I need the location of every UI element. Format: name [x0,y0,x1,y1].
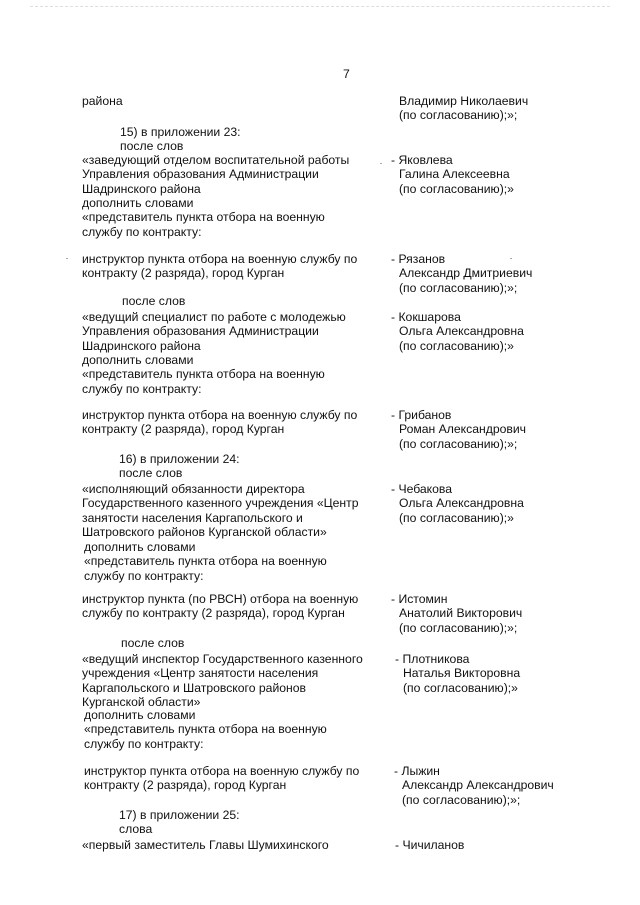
left-column-line: инструктор пункта отбора на военную службу по [84,764,360,778]
scan-speck [380,163,382,164]
right-column-line: Наталья Викторовна [403,666,521,680]
left-column-line: дополнить словами [84,708,196,722]
right-column-line: (по согласованию);»; [399,108,518,122]
right-column-line: (по согласованию);»; [402,793,521,807]
left-column-line: дополнить словами [82,196,194,210]
right-column-line: (по согласованию);» [403,681,518,695]
section-heading-line: после слов [122,294,186,308]
left-column-line: службу по контракту: [84,737,204,751]
left-column-line: занятости населения Каргапольского и [82,511,303,525]
right-column-line: (по согласованию);»; [399,281,518,295]
left-column-line: «исполняющий обязанности директора [82,482,305,496]
left-column-line: «представитель пункта отбора на военную [82,210,325,224]
left-column-line: контракту (2 разряда), город Курган [82,422,285,436]
left-column-line: контракту (2 разряда), город Курган [84,778,287,792]
left-column-line: дополнить словами [82,353,194,367]
right-column-line: - Грибанов [391,408,452,422]
scan-speck [510,258,512,259]
left-column-line: службу по контракту: [82,382,202,396]
right-column-line: Александр Александрович [402,778,554,792]
left-column-line: Управления образования Администрации [82,324,319,338]
right-column-line: Галина Алексеевна [399,167,510,181]
section-heading-line: после слов [120,139,184,153]
right-column-line: Анатолий Викторович [399,606,523,620]
right-column-line: (по согласованию);» [399,182,514,196]
right-column-line: (по согласованию);»; [399,621,518,635]
section-heading-line: слова [119,822,153,836]
left-column-line: учреждения «Центр занятости населения [82,666,319,680]
section-heading-line: 15) в приложении 23: [120,125,241,139]
left-column-line: службу по контракту (2 разряда), город Курган [82,606,345,620]
right-column-line: Владимир Николаевич [399,94,529,108]
right-column-line: - Чичиланов [395,838,465,852]
left-column-line: службу по контракту: [82,225,202,239]
right-column-line: - Чебакова [391,482,453,496]
scan-speck [66,258,68,259]
right-column-line: Ольга Александровна [399,496,524,510]
right-column-line: Александр Дмитриевич [399,266,533,280]
left-column-line: района [82,94,123,108]
right-column-line: - Лыжин [394,764,440,778]
left-column-line: Шадринского района [82,339,201,353]
section-heading-line: после слов [119,466,183,480]
right-column-line: (по согласованию);» [399,339,514,353]
left-column-line: Шатровского районов Курганской области» [82,525,327,539]
right-column-line: - Плотникова [395,652,470,666]
scan-header-noise [30,6,610,13]
left-column-line: Каргапольского и Шатровского районов [82,681,307,695]
left-column-line: «первый заместитель Главы Шумихинского [82,838,329,852]
left-column-line: Управления образования Администрации [82,167,319,181]
right-column-line: (по согласованию);» [399,511,514,525]
right-column-line: - Истомин [391,592,448,606]
left-column-line: Курганской области» [82,695,201,709]
left-column-line: «заведующий отделом воспитательной работы [82,153,350,167]
section-heading-line: 16) в приложении 24: [119,452,240,466]
right-column-line: (по согласованию);»; [399,437,518,451]
left-column-line: «представитель пункта отбора на военную [84,554,327,568]
left-column-line: инструктор пункта отбора на военную службу по [82,408,358,422]
left-column-line: «ведущий инспектор Государственного казенного [82,652,363,666]
right-column-line: Ольга Александровна [399,324,524,338]
section-heading-line: 17) в приложении 25: [119,808,240,822]
section-heading-line: после слов [121,636,185,650]
left-column-line: службу по контракту: [84,569,204,583]
left-column-line: «представитель пункта отбора на военную [82,367,325,381]
left-column-line: Государственного казенного учреждения «Центр [82,496,359,510]
right-column-line: - Рязанов [391,252,446,266]
left-column-line: инструктор пункта отбора на военную службу по [82,252,358,266]
left-column-line: контракту (2 разряда), город Курган [82,266,285,280]
left-column-line: инструктор пункта (по РВСН) отбора на военную [82,592,359,606]
left-column-line: «представитель пункта отбора на военную [84,722,327,736]
left-column-line: дополнить словами [84,540,196,554]
left-column-line: Шадринского района [82,182,201,196]
right-column-line: - Кокшарова [391,310,461,324]
right-column-line: Роман Александрович [399,422,527,436]
page-number: 7 [343,67,350,81]
right-column-line: - Яковлева [391,153,453,167]
left-column-line: «ведущий специалист по работе с молодежью [82,310,346,324]
